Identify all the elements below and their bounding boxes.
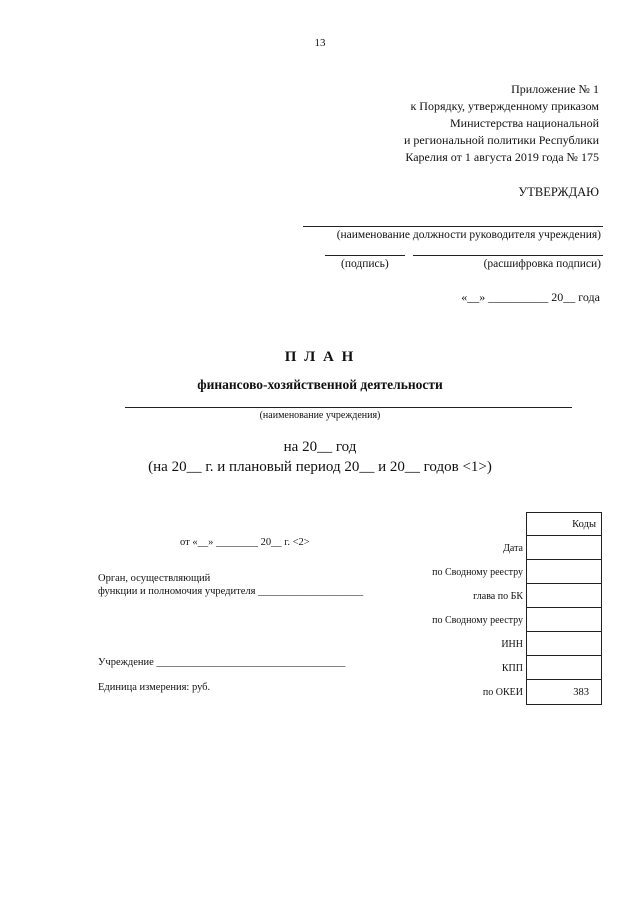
approve-heading: УТВЕРЖДАЮ [518, 185, 599, 199]
code-value-bk-chapter [526, 583, 602, 608]
appendix-line: и региональной политики Республики [403, 133, 599, 147]
institution-name-line [125, 407, 572, 408]
appendix-line: Карелия от 1 августа 2019 года № 175 [405, 150, 599, 164]
appendix-line: Приложение № 1 [511, 82, 599, 96]
appendix-block [404, 81, 599, 166]
code-value-registry [526, 559, 602, 584]
organ-label-line1: Орган, осуществляющий [98, 573, 211, 584]
code-label-date: Дата [503, 543, 523, 554]
code-value-okei: 383 [526, 679, 602, 705]
plan-subtitle: финансово-хозяйственной деятельности [197, 377, 443, 392]
appendix-line: к Порядку, утвержденному приказом [410, 99, 599, 113]
code-label-okei: по ОКЕИ [482, 687, 523, 698]
position-line [303, 226, 603, 227]
period-line: (на 20__ г. и плановый период 20__ и 20__ годов <1>) [148, 459, 492, 475]
code-value-inn [526, 631, 602, 656]
code-value-registry-2 [526, 607, 602, 632]
code-value-date [526, 535, 602, 560]
plan-title: П Л А Н [284, 349, 356, 365]
code-label-inn: ИНН [501, 639, 523, 650]
institution-caption: (наименование учреждения) [259, 410, 381, 421]
code-label-registry: по Сводному реестру [432, 567, 523, 578]
decoding-caption: (расшифровка подписи) [483, 258, 601, 270]
year-line: на 20__ год [283, 439, 357, 455]
code-label-bk-chapter: глава по БК [473, 591, 523, 602]
codes-header: Коды [526, 512, 602, 536]
position-caption: (наименование должности руководителя учреждения) [336, 229, 601, 241]
code-value-kpp [526, 655, 602, 680]
appendix-line: Министерства национальной [450, 116, 599, 130]
institution-label: Учреждение ____________________________________ [98, 657, 346, 668]
unit-label: Единица измерения: руб. [98, 682, 211, 693]
signature-caption: (подпись) [341, 258, 389, 270]
date-from: от «__» ________ 20__ г. <2> [180, 537, 310, 548]
page-number: 13 [314, 37, 326, 49]
decoding-line [413, 255, 603, 256]
organ-label-line2: функции и полномочия учредителя ____________________ [98, 586, 364, 597]
code-label-registry-2: по Сводному реестру [432, 615, 523, 626]
approval-date: «__» __________ 20__ года [461, 290, 600, 304]
signature-line [325, 255, 405, 256]
code-label-kpp: КПП [501, 663, 523, 674]
